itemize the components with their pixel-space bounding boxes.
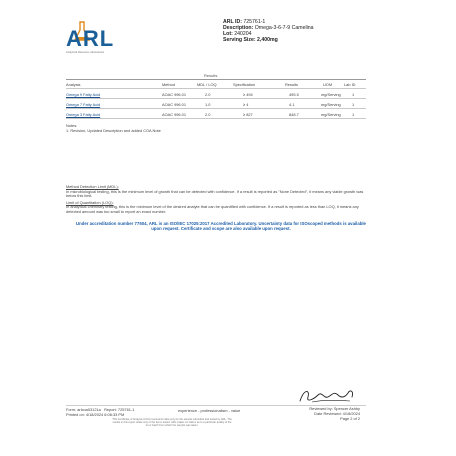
row2-lab: 1 [352,102,355,107]
row1-uom: mg/Serving [321,92,341,97]
results-title: Results [204,73,218,78]
serving-row [223,37,314,43]
row1-result: 495.5 [289,92,299,97]
mdl-heading: Method Detection Limit (MDL): [66,184,119,189]
reviewer-signature [296,385,358,407]
row3-spec: ≥ 827 [243,112,253,117]
printed-on: Printed on: 4/18/2024 6:06:33 PM [66,411,125,417]
arl-id-value: 725761-1 [243,19,266,25]
reviewer-label: Reviewed by: [309,406,333,411]
row2-uom: mg/Serving [321,102,341,107]
loq-text: In analytical chemistry testing, this is the minimum level of the desired analyte that can be quantified with confidence. If a result is reported as less than LOQ, it means any detected amount was too small to report an exact number. [66,204,359,214]
reviewer-name: Spencer Ashby [333,406,360,411]
row1-mdl: 2.0 [205,92,211,97]
row2-spec: ≥ 4 [243,102,249,107]
description-label: Description: [223,25,254,32]
date-reviewed: Date Reviewed: 4/18/2024 [314,410,360,416]
col-results: Results [285,82,298,87]
footer-left [66,408,134,418]
logo-wordmark: ARL [66,26,115,51]
mdl-text: In microbiological testing, this is the minimum level of growth that can be detected with confidence. If a result is reported as "None Detected", it means any viable growth was below this limit. [66,188,364,199]
row2-analysis: Omega 7 Fatty Acid [66,102,101,107]
row1-method: AOAC 996.01 [162,92,187,97]
row3-uom: mg/Serving [321,112,341,117]
serving-label: Serving Size: [223,37,256,44]
row3-mdl: 2.0 [205,112,211,117]
notes-label: Notes: [66,123,78,128]
col-uom: UOM [323,82,333,87]
row2-method: AOAC 996.01 [162,102,187,107]
col-lab-id: Lab ID [344,82,356,87]
row1-spec: ≥ 494 [243,92,253,97]
header-rule [66,88,366,89]
page-number: Page 2 of 2 [340,415,360,421]
lot-value: 240204 [234,31,252,38]
row1-lab: 1 [352,92,355,97]
footer-tagline: experience - professionalism - value [178,408,241,413]
form-id: Form: arlcoa03121a [66,407,101,412]
footer-right [296,407,360,421]
accreditation-statement: Under accreditation number 77504, ARL is an ISO/IEC 17025:2017 Accredited Laboratory. Uncertainty data for ISOscoped methods is available upon request. Certificate and scope are also available upon request. [76,221,366,232]
col-analysis: Analysis [66,82,81,87]
col-method: Method [162,82,175,87]
notes-section [66,124,161,134]
report-header [223,19,314,43]
row1-analysis: Omega 9 Fatty Acid [66,92,101,97]
row2-mdl: 1.0 [205,102,211,107]
description-value: Omega-3-6-7-9 Camelina [254,25,314,32]
row3-analysis: Omega 3 Fatty Acid [66,112,101,117]
row2-result: 4.1 [289,102,295,107]
row3-lab: 1 [352,112,355,117]
row3-rule [66,118,366,119]
serving-value: 2,400mg [257,37,278,44]
loq-heading: Limit of Quantitation (LOQ): [66,199,114,205]
col-mdl: MDL / LOQ [197,82,217,87]
row2-rule [66,108,366,109]
definitions-section [66,185,366,215]
arl-id-label: ARL ID: [223,19,242,25]
row1-rule [66,98,366,99]
col-spec: Specification [233,82,256,87]
lot-label: Lot: [223,31,233,38]
notes-line-1: 1. Revision, Updated Description and added COA Note [66,127,161,133]
arl-logo [66,18,128,58]
row3-method: AOAC 996.01 [162,112,187,117]
table-top-rule [66,79,366,80]
footer-disclaimer: This Certificate of Analysis (COA) represents data only for the sample submitted and tested by ARL. The results in this report relate only to the items tested. ARL makes no claims as to a particular quality of the lot or batch from which the sample was taken. [112,418,232,428]
report-id: Report: 725761-1 [104,407,135,412]
row3-result: 848.7 [289,112,299,117]
logo-tagline: Analytical Resource Laboratories [66,51,105,54]
